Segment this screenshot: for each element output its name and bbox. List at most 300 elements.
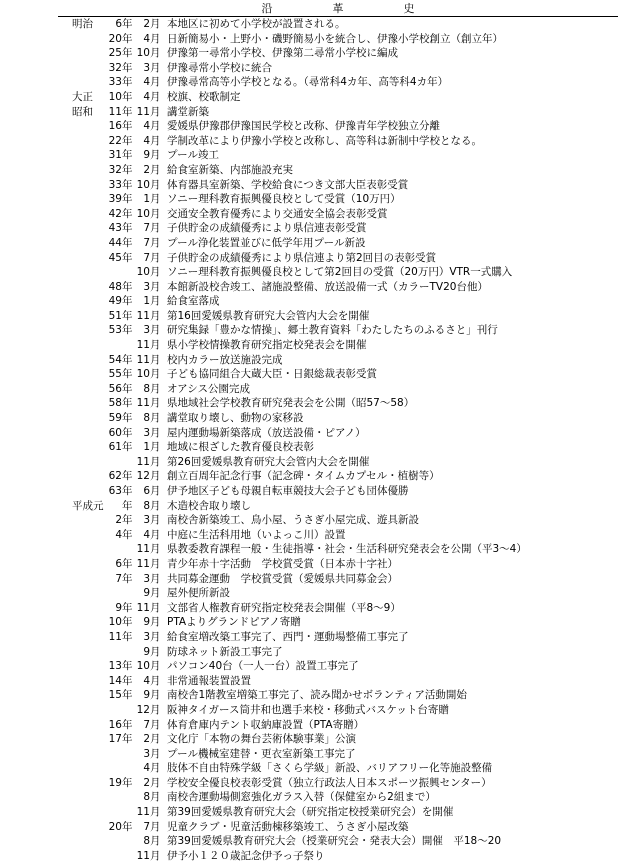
month-number: 9: [143, 149, 150, 162]
event-text: 日新簡易小・上野小・磯野簡易小を統合し、伊豫小学校創立（創立年）: [167, 32, 503, 45]
year-number: 4: [115, 528, 122, 541]
month-number: 11: [136, 309, 150, 322]
month-number: 9: [143, 587, 150, 600]
history-row: [0, 747, 641, 762]
month-number: 7: [143, 222, 150, 235]
event-text: プール機械室建替・更衣室新築工事完了: [167, 747, 356, 760]
year-suffix: 年: [122, 660, 133, 673]
year-suffix: 年: [122, 353, 133, 366]
event-text: 伊予地区子ども母親自転車競技大会子ども団体優勝: [167, 485, 409, 497]
month-number: 11: [136, 339, 150, 352]
year-number: 61: [108, 441, 122, 454]
year-number: 7: [115, 572, 122, 585]
month-suffix: 月: [150, 32, 161, 45]
history-row: [0, 601, 641, 616]
month-suffix: 月: [150, 543, 161, 556]
year-suffix: 年: [122, 222, 133, 235]
year-number: 32: [108, 61, 122, 74]
month-suffix: 月: [150, 339, 161, 352]
month-number: 12: [136, 470, 150, 483]
year-number: 62: [108, 470, 122, 483]
month-suffix: 月: [150, 382, 161, 395]
month-number: 9: [143, 616, 150, 629]
table-header: [58, 2, 618, 17]
event-text: 校内カラー放送施設完成: [167, 353, 283, 366]
history-row: [0, 119, 641, 134]
month-number: 1: [143, 295, 150, 308]
month-number: 3: [143, 426, 150, 439]
year-number: 31: [108, 149, 122, 162]
page-title: 沿革史: [261, 2, 475, 15]
month-number: 7: [143, 236, 150, 249]
year-suffix: 年: [122, 76, 133, 89]
event-text: 本地区に初めて小学校が設置される。: [167, 18, 346, 30]
year-suffix: 年: [122, 528, 133, 541]
month-suffix: 月: [150, 163, 161, 176]
year-suffix: 年: [122, 178, 133, 191]
history-row: [0, 455, 641, 470]
month-number: 3: [143, 572, 150, 585]
year-suffix: 年: [122, 412, 133, 425]
history-row: [0, 178, 641, 193]
year-number: 9: [115, 601, 122, 614]
month-suffix: 月: [150, 236, 161, 249]
history-row: [0, 688, 641, 703]
history-row: [0, 134, 641, 149]
month-suffix: 月: [150, 309, 161, 322]
event-text: 防球ネット新設工事完了: [167, 645, 283, 658]
month-number: 2: [143, 776, 150, 789]
era-label: 大正: [72, 90, 93, 103]
year-number: 25: [108, 47, 122, 60]
month-suffix: 月: [150, 455, 161, 468]
history-row: [0, 396, 641, 411]
month-suffix: 月: [150, 835, 161, 848]
history-row: [0, 411, 641, 426]
year-suffix: 年: [122, 514, 133, 527]
year-suffix: 年: [122, 368, 133, 381]
year-number: 42: [108, 207, 122, 220]
year-suffix: 年: [122, 207, 133, 220]
event-text: 阪神タイガース筒井和也選手来校・移動式バスケット台寄贈: [167, 703, 449, 716]
month-suffix: 月: [150, 514, 161, 527]
year-number: 16: [108, 718, 122, 731]
year-suffix: 年: [122, 485, 133, 497]
month-number: 11: [136, 849, 150, 862]
month-number: 11: [136, 601, 150, 614]
month-suffix: 月: [150, 134, 161, 147]
year-number: 20: [108, 820, 122, 833]
history-row: [0, 163, 641, 178]
month-suffix: 月: [150, 528, 161, 541]
month-number: 4: [143, 762, 150, 775]
history-row: [0, 338, 641, 353]
history-row: [0, 834, 641, 849]
month-suffix: 月: [150, 776, 161, 789]
history-row: [0, 557, 641, 572]
event-text: 伊豫尋常高等小学校となる。（尋常科4カ年、高等科4カ年）: [167, 76, 449, 89]
year-suffix: 年: [122, 616, 133, 629]
year-number: 10: [108, 90, 122, 103]
month-number: 4: [143, 120, 150, 133]
year-number: 63: [108, 485, 122, 497]
year-suffix: 年: [122, 193, 133, 206]
year-number: 14: [108, 674, 122, 687]
year-number: 17: [108, 733, 122, 746]
year-number: 11: [108, 105, 122, 118]
year-number: 33: [108, 178, 122, 191]
month-suffix: 月: [150, 572, 161, 585]
month-suffix: 月: [150, 499, 161, 512]
event-text: 県地域社会学校教育研究発表会を公開（昭57～58）: [167, 397, 415, 410]
event-text: ソニー理科教育振興優良校として受賞（10万円）: [167, 193, 401, 206]
history-row: [0, 367, 641, 382]
year-suffix: 年: [122, 47, 133, 60]
year-number: 6: [115, 18, 122, 30]
year-number: 45: [108, 251, 122, 264]
month-number: 7: [143, 718, 150, 731]
month-suffix: 月: [150, 353, 161, 366]
history-row: [0, 513, 641, 528]
event-text: 子供貯金の成績優秀により県信連表彰受賞: [167, 222, 367, 235]
month-suffix: 月: [150, 120, 161, 133]
month-number: 8: [143, 791, 150, 804]
month-number: 4: [143, 674, 150, 687]
year-suffix: 年: [122, 280, 133, 293]
event-text: 講堂取り壊し、動物の家移設: [167, 412, 304, 425]
month-suffix: 月: [150, 557, 161, 570]
history-row: [0, 90, 641, 105]
month-suffix: 月: [150, 470, 161, 483]
month-suffix: 月: [150, 689, 161, 702]
year-suffix: 年: [122, 557, 133, 570]
event-text: 子供貯金の成績優秀により県信連より第2回目の表彰受賞: [167, 251, 437, 264]
event-text: 木造校舎取り壊し: [167, 499, 251, 512]
month-suffix: 月: [150, 324, 161, 337]
year-number: 13: [108, 660, 122, 673]
event-text: 給食室新築、内部施設充実: [167, 163, 293, 176]
year-suffix: 年: [122, 251, 133, 264]
month-number: 9: [143, 689, 150, 702]
year-number: 11: [108, 630, 122, 643]
month-suffix: 月: [150, 703, 161, 716]
month-number: 11: [136, 105, 150, 118]
event-text: 屋外便所新設: [167, 587, 230, 600]
event-text: 交通安全教育優秀により交通安全協会表彰受賞: [167, 207, 388, 220]
year-number: 43: [108, 222, 122, 235]
month-suffix: 月: [150, 485, 161, 497]
event-text: 南校舎運動場側窓強化ガラス入替（保健室から2組まで）: [167, 791, 436, 804]
history-row: [0, 849, 641, 863]
history-row: [0, 221, 641, 236]
month-number: 10: [136, 266, 150, 279]
year-suffix: 年: [122, 397, 133, 410]
year-suffix: 年: [122, 689, 133, 702]
month-number: 4: [143, 528, 150, 541]
year-number: 33: [108, 76, 122, 89]
event-text: 創立百周年記念行事（記念碑・タイムカプセル・植樹等）: [167, 470, 440, 483]
year-number: 59: [108, 412, 122, 425]
year-suffix: 年: [122, 149, 133, 162]
month-number: 8: [143, 382, 150, 395]
year-suffix: 年: [122, 776, 133, 789]
history-row: [0, 645, 641, 660]
year-suffix: 年: [122, 61, 133, 74]
event-text: 学校安全優良校表彰受賞（独立行政法人日本スポーツ振興センター）: [167, 776, 492, 789]
event-text: 学制改革により伊豫小学校と改称し、高等科は新制中学校となる。: [167, 134, 482, 147]
event-text: 県小学校情操教育研究指定校発表会を開催: [167, 339, 367, 352]
year-suffix: 年: [122, 236, 133, 249]
event-text: 伊予小１２０歳記念伊予っ子祭り: [167, 849, 325, 862]
event-text: 屋内運動場新築落成（放送設備・ピアノ）: [167, 426, 366, 439]
month-suffix: 月: [150, 426, 161, 439]
month-suffix: 月: [150, 718, 161, 731]
month-suffix: 月: [150, 660, 161, 673]
month-suffix: 月: [150, 630, 161, 643]
history-row: [0, 265, 641, 280]
era-label: 明治: [72, 18, 93, 30]
event-text: 地域に根ざした教育優良校表彰: [167, 441, 314, 454]
history-row: [0, 761, 641, 776]
history-row: [0, 732, 641, 747]
month-suffix: 月: [150, 733, 161, 746]
year-suffix: 年: [122, 601, 133, 614]
month-suffix: 月: [150, 295, 161, 308]
month-number: 10: [136, 368, 150, 381]
month-suffix: 月: [150, 674, 161, 687]
event-text: 校旗、校歌制定: [167, 90, 241, 103]
year-number: 19: [108, 776, 122, 789]
month-number: 10: [136, 47, 150, 60]
event-text: 南校舎新築竣工、鳥小屋、うさぎ小屋完成、遊具新設: [167, 514, 419, 527]
month-number: 4: [143, 32, 150, 45]
month-number: 1: [143, 441, 150, 454]
month-number: 7: [143, 820, 150, 833]
month-suffix: 月: [150, 820, 161, 833]
month-number: 3: [143, 747, 150, 760]
month-number: 4: [143, 134, 150, 147]
history-row: [0, 528, 641, 543]
year-number: 60: [108, 426, 122, 439]
history-row: [0, 323, 641, 338]
year-number: 55: [108, 368, 122, 381]
month-number: 3: [143, 61, 150, 74]
event-text: 第26回愛媛県教育研究大会管内大会を開催: [167, 455, 370, 468]
year-suffix: 年: [122, 163, 133, 176]
month-suffix: 月: [150, 747, 161, 760]
month-suffix: 月: [150, 61, 161, 74]
year-suffix: 年: [122, 134, 133, 147]
month-number: 10: [136, 660, 150, 673]
year-number: 6: [115, 557, 122, 570]
month-suffix: 月: [150, 193, 161, 206]
event-text: 第16回愛媛県教育研究大会管内大会を開催: [167, 309, 370, 322]
month-number: 3: [143, 514, 150, 527]
year-suffix: 年: [122, 120, 133, 133]
history-row: [0, 499, 641, 514]
year-number: 56: [108, 382, 122, 395]
month-number: 11: [136, 543, 150, 556]
year-suffix: 年: [122, 105, 133, 118]
year-number: 22: [108, 134, 122, 147]
event-text: 青少年赤十字活動 学校賞受賞（日本赤十字社）: [167, 557, 398, 570]
year-number: 16: [108, 120, 122, 133]
event-text: ソニー理科教育振興優良校として第2回目の受賞（20万円）VTR一式購入: [167, 266, 513, 279]
month-suffix: 月: [150, 76, 161, 89]
year-number: 20: [108, 32, 122, 45]
history-row: [0, 586, 641, 601]
era-label: 昭和: [72, 105, 93, 118]
year-number: 53: [108, 324, 122, 337]
history-row: [0, 703, 641, 718]
year-suffix: 年: [122, 382, 133, 395]
month-number: 2: [143, 163, 150, 176]
month-suffix: 月: [150, 849, 161, 862]
month-suffix: 月: [150, 178, 161, 191]
history-row: [0, 207, 641, 222]
history-row: [0, 251, 641, 266]
history-row: [0, 469, 641, 484]
event-text: 愛媛県伊豫郡伊豫国民学校と改称、伊豫青年学校独立分離: [167, 120, 440, 133]
month-suffix: 月: [150, 368, 161, 381]
year-number: 54: [108, 353, 122, 366]
month-suffix: 月: [150, 18, 161, 30]
year-number: 51: [108, 309, 122, 322]
month-number: 11: [136, 397, 150, 410]
history-row: [0, 615, 641, 630]
month-number: 4: [143, 90, 150, 103]
event-text: 文部省人権教育研究指定校発表会開催（平8～9）: [167, 601, 401, 614]
history-row: [0, 192, 641, 207]
history-row: [0, 484, 641, 499]
history-row: [0, 382, 641, 397]
month-suffix: 月: [150, 441, 161, 454]
history-row: [0, 659, 641, 674]
event-text: 子ども協同組合大蔵大臣・日銀総裁表彰受賞: [167, 368, 377, 381]
month-number: 12: [136, 703, 150, 716]
event-text: プール浄化装置並びに低学年用プール新設: [167, 236, 366, 249]
month-suffix: 月: [150, 791, 161, 804]
event-text: 講堂新築: [167, 105, 209, 118]
month-suffix: 月: [150, 587, 161, 600]
year-suffix: 年: [122, 32, 133, 45]
month-suffix: 月: [150, 251, 161, 264]
event-text: プール竣工: [167, 149, 219, 162]
month-suffix: 月: [150, 806, 161, 819]
event-text: 肢体不自由特殊学級「さくら学級」新設、バリアフリー化等施設整備: [167, 762, 493, 775]
event-text: パソコン40台（一人一台）設置工事完了: [167, 660, 359, 673]
history-row: [0, 440, 641, 455]
month-suffix: 月: [150, 280, 161, 293]
month-number: 8: [143, 412, 150, 425]
month-suffix: 月: [150, 762, 161, 775]
year-suffix: 年: [122, 324, 133, 337]
event-text: 体育倉庫内テント収納庫設置（PTA寄贈）: [167, 718, 365, 731]
history-row: [0, 148, 641, 163]
month-suffix: 月: [150, 149, 161, 162]
month-number: 10: [136, 207, 150, 220]
history-row: [0, 630, 641, 645]
event-text: 共同募金運動 学校賞受賞（愛媛県共同募金会）: [167, 572, 398, 585]
history-row: [0, 280, 641, 295]
year-suffix: 年: [122, 733, 133, 746]
year-suffix: 年: [122, 441, 133, 454]
month-suffix: 月: [150, 397, 161, 410]
month-number: 3: [143, 280, 150, 293]
event-text: 本館新設校舎竣工、諸施設整備、放送設備一式（カラーTV20台他）: [167, 280, 488, 293]
history-list: [0, 17, 641, 863]
event-text: 中庭に生活科用地（いよっこ川）設置: [167, 528, 346, 541]
year-suffix: 年: [122, 426, 133, 439]
history-row: [0, 61, 641, 76]
year-suffix: 年: [122, 470, 133, 483]
year-suffix: 年: [122, 674, 133, 687]
year-suffix: 年: [122, 499, 133, 512]
year-number: 58: [108, 397, 122, 410]
month-suffix: 月: [150, 105, 161, 118]
history-row: [0, 426, 641, 441]
history-row: [0, 542, 641, 557]
month-number: 8: [143, 835, 150, 848]
year-number: 48: [108, 280, 122, 293]
event-text: 第39回愛媛県教育研究大会（授業研究会・発表大会）開催 平18～20: [167, 835, 502, 848]
event-text: 伊豫尋常小学校に統合: [167, 61, 272, 74]
month-number: 7: [143, 251, 150, 264]
event-text: 伊豫第一尋常小学校、伊豫第二尋常小学校に編成: [167, 47, 398, 60]
month-suffix: 月: [150, 207, 161, 220]
event-text: 第39回愛媛県教育研究大会（研究指定校授業研究会）を開催: [167, 806, 454, 819]
month-number: 4: [143, 76, 150, 89]
year-number: 39: [108, 193, 122, 206]
history-row: [0, 75, 641, 90]
event-text: 給食室増改築工事完了、西門・運動場整備工事完了: [167, 630, 409, 643]
month-number: 1: [143, 193, 150, 206]
event-text: PTAよりグランドピアノ寄贈: [167, 616, 301, 629]
history-row: [0, 776, 641, 791]
history-row: [0, 294, 641, 309]
year-number: 49: [108, 295, 122, 308]
history-row: [0, 17, 641, 32]
event-text: 給食室落成: [167, 295, 220, 308]
event-text: 非常通報装置設置: [167, 674, 251, 687]
history-row: [0, 674, 641, 689]
month-suffix: 月: [150, 90, 161, 103]
year-suffix: 年: [122, 630, 133, 643]
month-suffix: 月: [150, 412, 161, 425]
history-row: [0, 353, 641, 368]
history-row: [0, 790, 641, 805]
month-suffix: 月: [150, 645, 161, 658]
event-text: オアシス公園完成: [167, 382, 250, 395]
year-suffix: 年: [122, 18, 133, 30]
month-number: 3: [143, 324, 150, 337]
month-number: 2: [143, 18, 150, 30]
era-label: 平成元: [72, 499, 104, 512]
month-number: 11: [136, 455, 150, 468]
year-number: 15: [108, 689, 122, 702]
history-row: [0, 32, 641, 47]
history-row: [0, 46, 641, 61]
year-suffix: 年: [122, 90, 133, 103]
month-suffix: 月: [150, 266, 161, 279]
year-number: 32: [108, 163, 122, 176]
event-text: 県教委教育課程一般・生徒指導・社会・生活科研究発表会を公開（平3～4）: [167, 543, 527, 556]
month-suffix: 月: [150, 47, 161, 60]
month-suffix: 月: [150, 616, 161, 629]
event-text: 体育器具室新築、学校給食につき文部大臣表彰受賞: [167, 178, 409, 191]
event-text: 文化庁「本物の舞台芸術体験事業」公演: [167, 733, 356, 746]
event-text: 研究集録「豊かな情操」、郷土教育資料「わたしたちのふるさと」刊行: [167, 324, 498, 337]
